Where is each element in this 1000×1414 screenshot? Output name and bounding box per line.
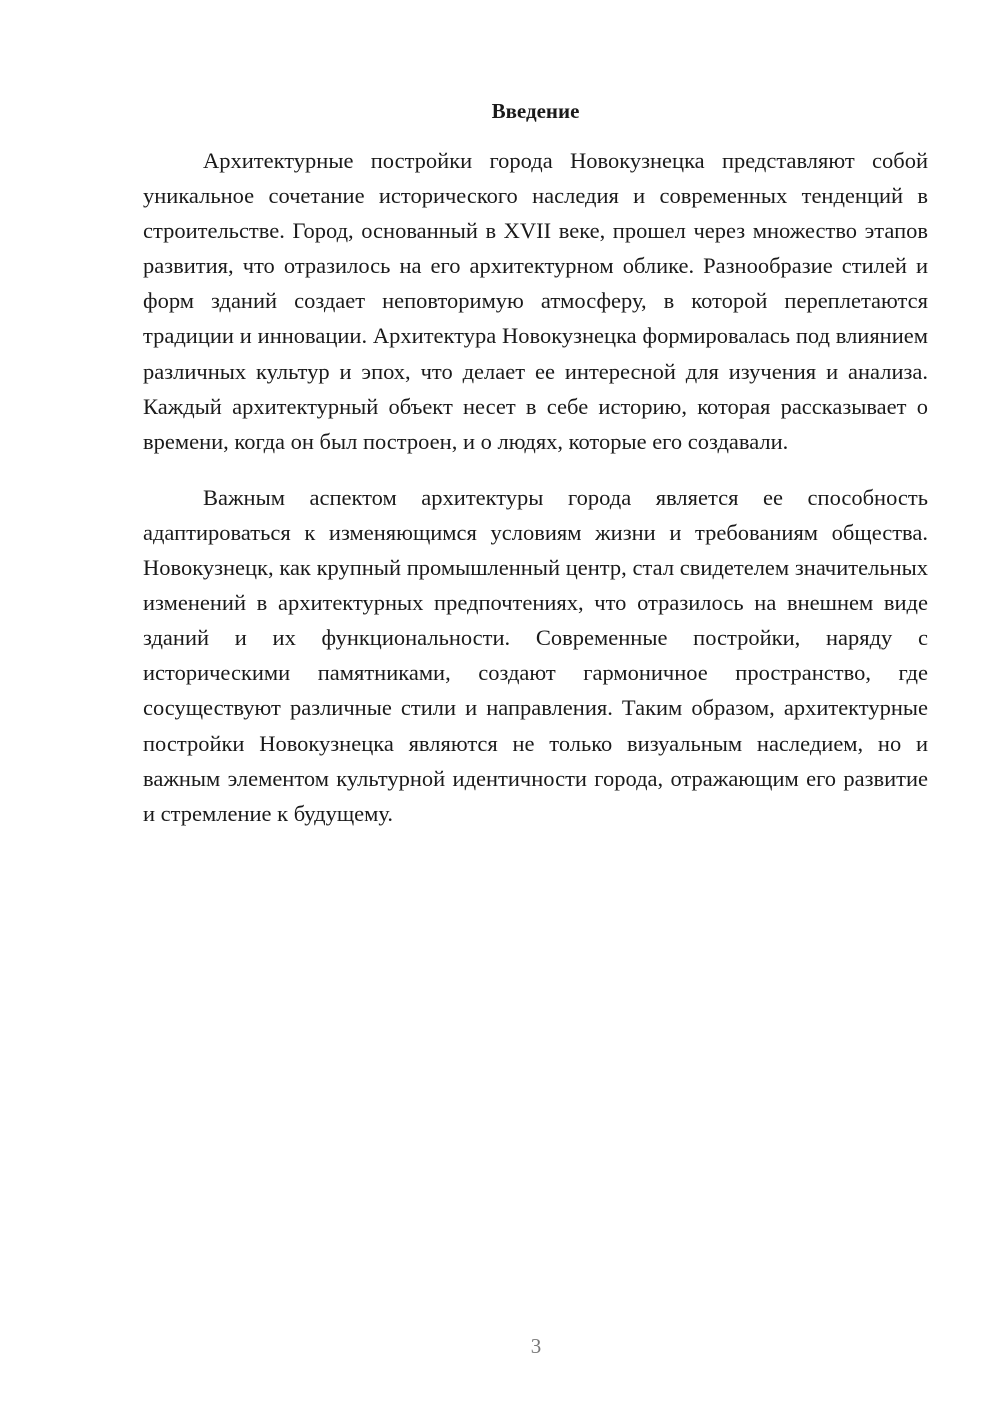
section-heading: Введение — [491, 99, 580, 123]
body-text — [143, 143, 928, 831]
paragraph-2: Важным аспектом архитектуры города является ее способность адаптироваться к изменяющимся условиям жизни и требованиям общества. Новокузнецк, как крупный промышленный центр, стал свидетелем значительных изменений в архитектурных предпочтениях, что отразилось на внешнем виде зданий и их функциональности. Современные постройки, наряду с историческими памятниками, создают гармоничное пространство, где сосуществуют различные стили и направления. Таким образом, архитектурные постройки Новокузнецка являются не только визуальным наследием, но и важным элементом культурной идентичности города, отражающим его развитие и стремление к будущему. — [143, 484, 928, 826]
page-number: 3 — [530, 1334, 542, 1358]
paragraph-1: Архитектурные постройки города Новокузнецка представляют собой уникальное сочетание исторического наследия и современных тенденций в строительстве. Город, основанный в XVII веке, прошел через множество этапов развития, что отразилось на его архитектурном облике. Разнообразие стилей и форм зданий создает неповторимую атмосферу, в которой переплетаются традиции и инновации. Архитектура Новокузнецка формировалась под влиянием различных культур и эпох, что делает ее интересной для изучения и анализа. Каждый архитектурный объект несет в себе историю, которая рассказывает о времени, когда он был построен, и о людях, которые его создавали. — [143, 148, 928, 454]
